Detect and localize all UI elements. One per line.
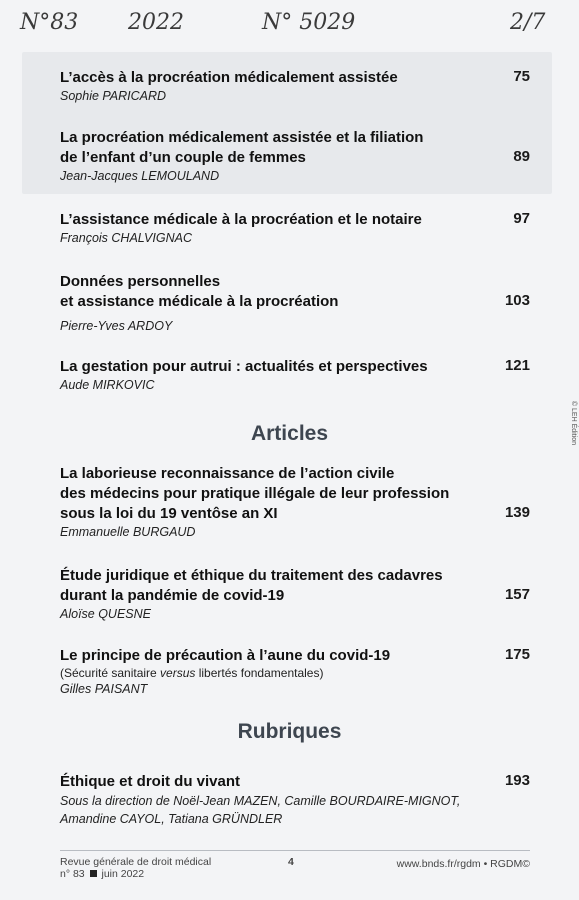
- entry-title: La laborieuse reconnaissance de l’action civile des médecins pour pratique illégale de leur profession sous la loi du 19 ventôse an XI: [60, 465, 450, 522]
- footer-journal-info: [60, 856, 211, 880]
- section-heading-articles: Articles: [250, 422, 329, 445]
- entry-author: Sophie PARICARD: [60, 89, 167, 103]
- entry-author: Emmanuelle BURGAUD: [60, 525, 196, 539]
- toc-entry[interactable]: [60, 68, 530, 104]
- entry-author: Aloïse QUESNE: [60, 607, 152, 621]
- toc-entry[interactable]: [60, 272, 530, 334]
- entry-subtitle: (Sécurité sanitaire versus libertés fondamentales): [60, 666, 324, 680]
- section-heading-rubriques: Rubriques: [237, 720, 342, 743]
- footer-site[interactable]: www.bnds.fr/rgdm • RGDM©: [396, 858, 530, 870]
- entry-title: L’accès à la procréation médicalement assistée: [60, 69, 398, 86]
- toc-entry[interactable]: [60, 464, 530, 540]
- handwritten-number: N° 5029: [262, 10, 356, 35]
- entry-title: Le principe de précaution à l’aune du covid-19: [60, 647, 391, 664]
- entry-page: 97: [513, 210, 530, 227]
- footer-issue: n° 83 juin 2022: [60, 868, 145, 880]
- entry-author: Aude MIRKOVIC: [60, 378, 155, 392]
- footer-page-number: 4: [288, 856, 294, 868]
- entry-title: La procréation médicalement assistée et la filiation de l’enfant d’un couple de femmes: [60, 129, 424, 166]
- copyright-side-credit: © LEH Édition: [570, 400, 577, 445]
- handwritten-annotations: [0, 4, 579, 44]
- entry-title: Données personnelles et assistance médicale à la procréation: [60, 273, 339, 310]
- entry-page: 103: [504, 292, 530, 309]
- handwritten-fraction: 2/7: [510, 10, 546, 35]
- entry-page: 121: [504, 357, 530, 374]
- entry-page: 175: [504, 646, 530, 663]
- entry-page: 193: [504, 772, 530, 789]
- entry-page: 157: [504, 586, 530, 603]
- entry-page: 75: [513, 68, 530, 85]
- footer-divider: [60, 850, 530, 851]
- entry-page: 89: [513, 148, 530, 165]
- entry-author: Sous la direction de Noël-Jean MAZEN, Camille BOURDAIRE-MIGNOT, Amandine CAYOL, Tatiana GRÜNDLER: [60, 794, 461, 826]
- handwritten-year: 2022: [128, 10, 184, 35]
- entry-title: L’assistance médicale à la procréation et le notaire: [60, 211, 422, 228]
- toc-entry[interactable]: [60, 128, 530, 184]
- entry-author: Gilles PAISANT: [60, 682, 148, 696]
- footer-journal: Revue générale de droit médical: [60, 856, 212, 868]
- square-bullet-icon: [90, 870, 97, 877]
- entry-author: Pierre-Yves ARDOY: [60, 319, 173, 333]
- entry-page: 139: [504, 504, 530, 521]
- toc-entry[interactable]: [60, 210, 530, 246]
- entry-author: Jean-Jacques LEMOULAND: [60, 169, 220, 183]
- toc-entry[interactable]: [60, 566, 530, 622]
- toc-entry[interactable]: [60, 772, 530, 828]
- entry-author: François CHALVIGNAC: [60, 231, 192, 245]
- entry-title: La gestation pour autrui : actualités et perspectives: [60, 358, 428, 375]
- entry-title: Étude juridique et éthique du traitement des cadavres durant la pandémie de covid-19: [60, 567, 443, 604]
- toc-entry[interactable]: [60, 646, 530, 697]
- entry-title: Éthique et droit du vivant: [60, 773, 241, 790]
- toc-entry[interactable]: [60, 357, 530, 393]
- handwritten-issue: N°83: [20, 10, 79, 35]
